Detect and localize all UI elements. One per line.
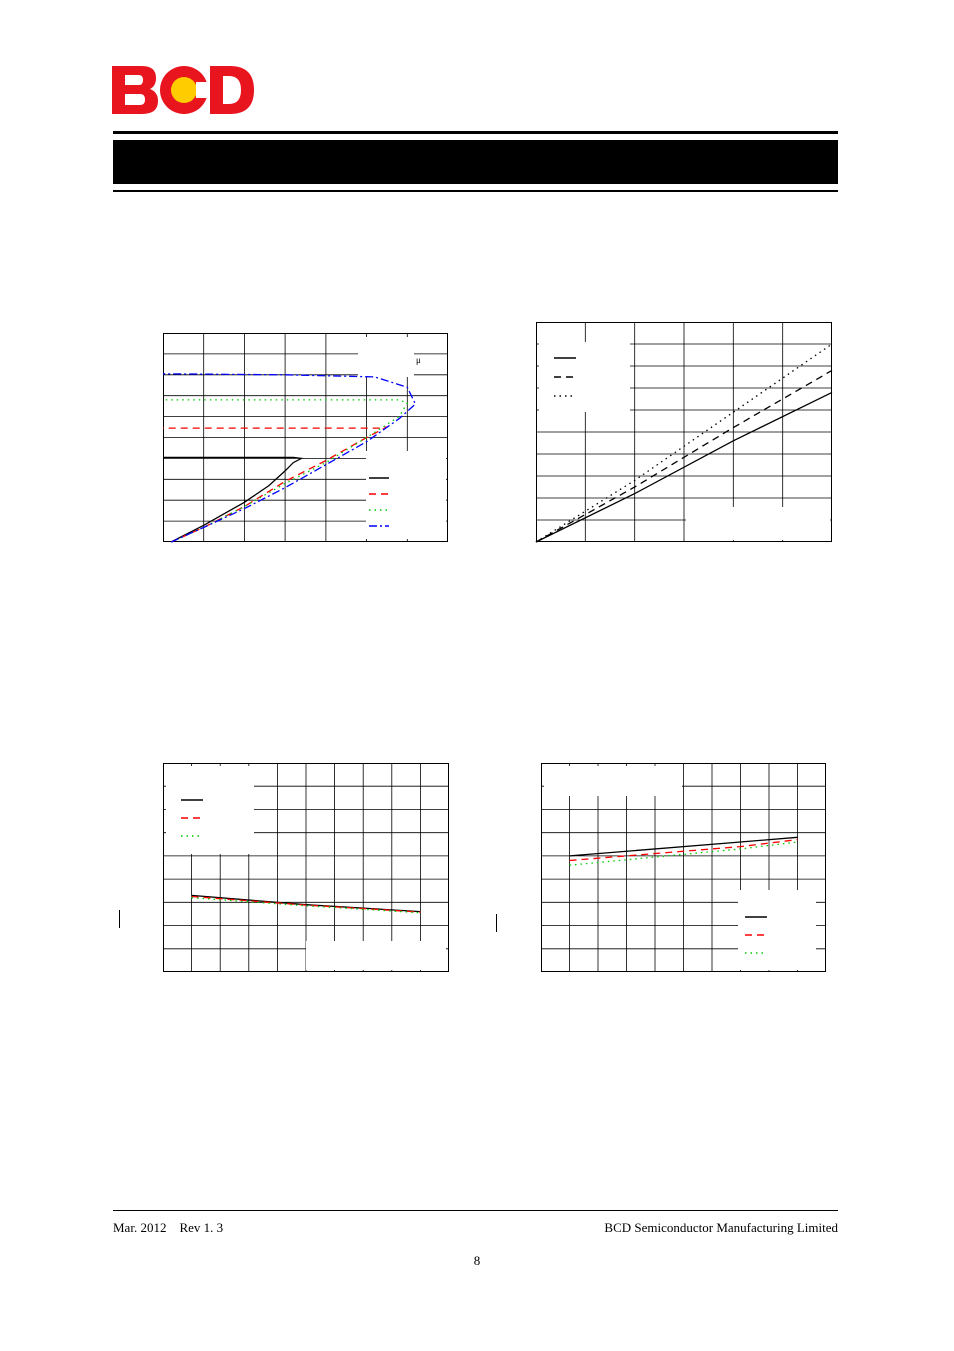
series-line-1 — [163, 457, 301, 542]
axis-tick-mark — [119, 910, 120, 928]
logo-letter-b — [112, 66, 158, 114]
footer-date-revision: Mar. 2012 Rev 1. 3 — [113, 1220, 224, 1235]
logo-letter-d — [210, 66, 254, 114]
page-number: 8 — [473, 1253, 481, 1268]
logo-letter-c — [160, 66, 208, 114]
axis-tick-mark — [496, 914, 497, 932]
label-area — [306, 941, 446, 970]
label-area — [686, 507, 830, 540]
header-rule — [113, 131, 838, 134]
footer-rule — [113, 1210, 838, 1211]
header-rule-lower — [113, 190, 838, 192]
footer-company: BCD Semiconductor Manufacturing Limited — [604, 1220, 838, 1235]
chart-4 — [541, 763, 826, 972]
label-area — [544, 766, 682, 796]
chart-annotation: μ — [416, 355, 421, 365]
chart-1 — [163, 333, 448, 542]
label-area — [358, 337, 414, 377]
title-bar — [113, 140, 838, 184]
label-area — [366, 451, 446, 539]
label-area — [539, 342, 630, 412]
bcd-logo — [112, 66, 254, 114]
label-area — [738, 890, 816, 970]
chart-3 — [163, 763, 449, 972]
series-line-2 — [163, 427, 387, 542]
label-area — [166, 766, 254, 854]
chart-2 — [536, 322, 832, 542]
